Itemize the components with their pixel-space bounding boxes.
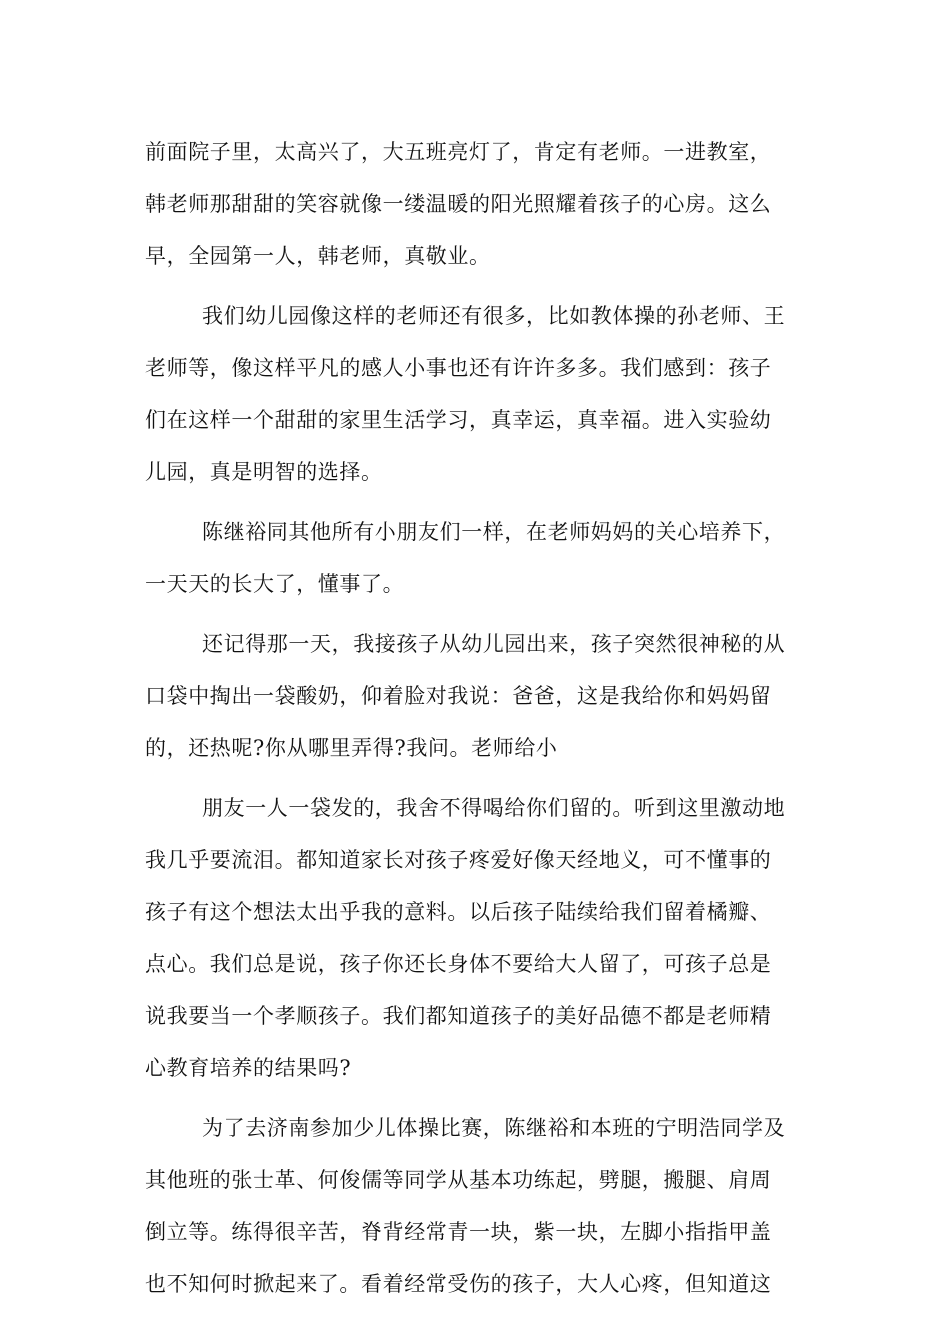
text-line: 点心。我们总是说，孩子你还长身体不要给大人留了，可孩子总是: [145, 952, 772, 976]
text-line: 前面院子里，太高兴了，大五班亮灯了，肯定有老师。一进教室，: [145, 140, 772, 164]
text-line: 我几乎要流泪。都知道家长对孩子疼爱好像天经地义，可不懂事的: [145, 848, 772, 872]
text-line: 老师等，像这样平凡的感人小事也还有许许多多。我们感到：孩子: [145, 356, 772, 380]
paragraph: [145, 290, 807, 498]
text-line: 孩子有这个想法太出乎我的意料。以后孩子陆续给我们留着橘瓣、: [145, 900, 772, 924]
text-line: 朋友一人一袋发的，我舍不得喝给你们留的。听到这里激动地: [202, 796, 786, 820]
paragraph: [145, 1102, 807, 1310]
text-line: 倒立等。练得很辛苦，脊背经常青一块，紫一块，左脚小指指甲盖: [145, 1220, 772, 1244]
text-line: 早，全园第一人，韩老师，真敬业。: [145, 244, 491, 268]
paragraph: [145, 506, 807, 610]
text-line: 的，还热呢?你从哪里弄得?我问。老师给小: [145, 736, 558, 760]
paragraph: [145, 618, 807, 774]
body-text: [145, 126, 807, 1310]
text-line: 为了去济南参加少儿体操比赛，陈继裕和本班的宁明浩同学及: [202, 1116, 786, 1140]
text-line: 一天天的长大了，懂事了。: [145, 572, 405, 596]
paragraph: [145, 782, 807, 1094]
text-line: 心教育培养的结果吗?: [145, 1056, 352, 1080]
text-line: 还记得那一天，我接孩子从幼儿园出来，孩子突然很神秘的从: [202, 632, 786, 656]
text-line: 其他班的张士革、何俊儒等同学从基本功练起，劈腿，搬腿、肩周: [145, 1168, 772, 1192]
text-line: 也不知何时掀起来了。看着经常受伤的孩子，大人心疼，但知道这: [145, 1272, 772, 1296]
paragraph: [145, 126, 807, 282]
text-line: 儿园，真是明智的选择。: [145, 460, 383, 484]
text-line: 陈继裕同其他所有小朋友们一样，在老师妈妈的关心培养下，: [202, 520, 786, 544]
text-line: 我们幼儿园像这样的老师还有很多，比如教体操的孙老师、王: [202, 304, 786, 328]
text-line: 韩老师那甜甜的笑容就像一缕温暖的阳光照耀着孩子的心房。这么: [145, 192, 772, 216]
text-line: 们在这样一个甜甜的家里生活学习，真幸运，真幸福。进入实验幼: [145, 408, 772, 432]
text-line: 口袋中掏出一袋酸奶，仰着脸对我说：爸爸，这是我给你和妈妈留: [145, 684, 772, 708]
text-line: 说我要当一个孝顺孩子。我们都知道孩子的美好品德不都是老师精: [145, 1004, 772, 1028]
